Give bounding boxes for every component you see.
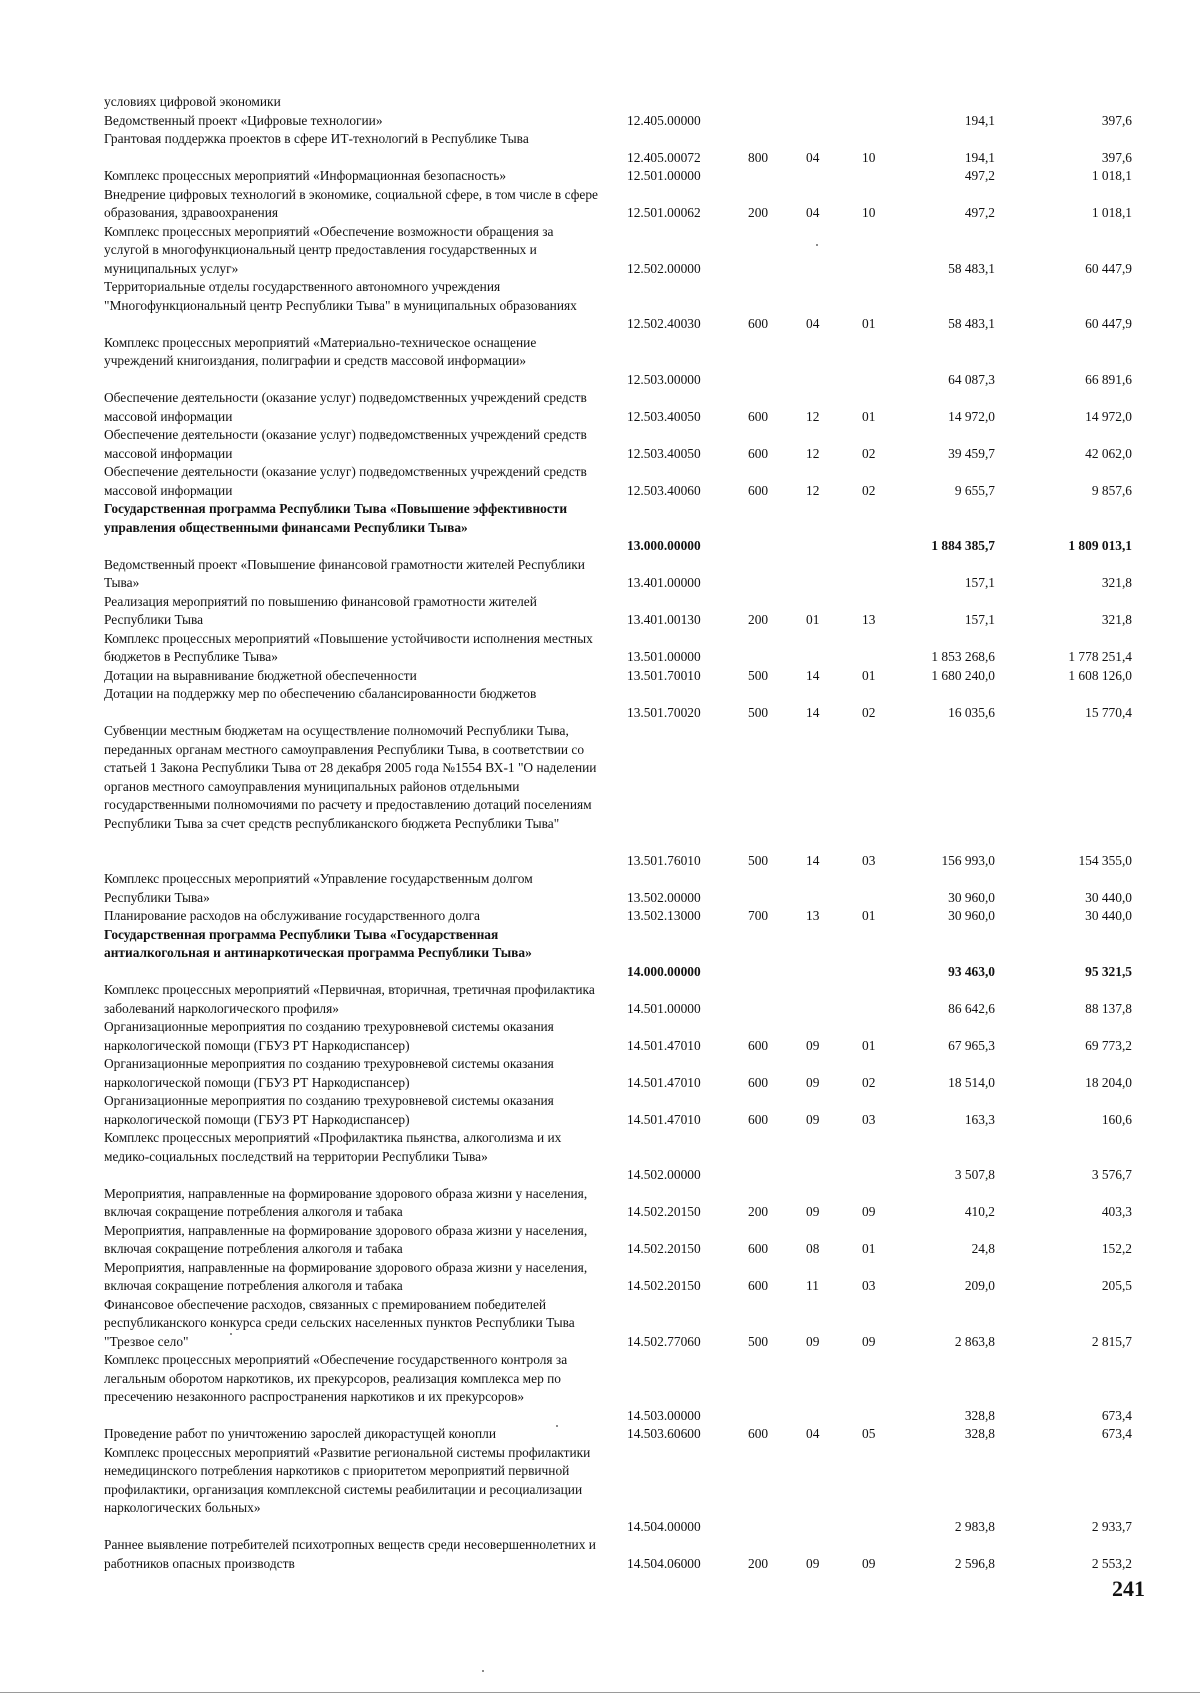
row-expense-type: 600 [748, 1278, 769, 1293]
row-code: 14.503.00000 [627, 1407, 701, 1423]
row-value-year2: 673,4 [1101, 1426, 1132, 1441]
table-row [0, 112, 1200, 131]
row-subsection: 01 [862, 1037, 876, 1053]
row-value-year1: 156 993,0 [941, 852, 995, 868]
row-value-year2: 14 972,0 [1085, 408, 1132, 424]
row-name: Ведомственный проект «Цифровые технологии» [104, 112, 383, 128]
row-value-year2: 403,3 [1101, 1204, 1132, 1219]
row-value-year2: 69 773,2 [1085, 1037, 1132, 1053]
row-value-year1: 328,8 [964, 1407, 995, 1423]
row-subsection: 03 [862, 1111, 876, 1127]
row-value-year2: 321,8 [1101, 612, 1132, 627]
row-subsection: 02 [862, 445, 876, 461]
row-subsection: 10 [862, 205, 876, 220]
row-code: 12.503.40050 [627, 408, 701, 424]
table-row [0, 93, 1200, 112]
row-name: Организационные мероприятия по созданию трехуровневой системы оказания наркологической помощи (ГБУЗ РТ Наркодиспансер) [104, 1056, 554, 1090]
table-row [0, 1351, 1200, 1425]
row-code: 14.501.47010 [627, 1111, 701, 1127]
row-value-year1: 58 483,1 [948, 316, 995, 331]
row-value-year2: 2 815,7 [1091, 1333, 1132, 1349]
table-row [0, 334, 1200, 390]
row-value-year2: 18 204,0 [1085, 1074, 1132, 1090]
row-value-year2: 205,5 [1101, 1278, 1132, 1293]
row-section: 14 [806, 704, 820, 720]
row-code: 12.501.00000 [627, 168, 701, 183]
row-subsection: 01 [862, 408, 876, 424]
row-value-year1: 14 972,0 [948, 408, 995, 424]
row-subsection: 03 [862, 852, 876, 868]
row-expense-type: 600 [748, 1037, 769, 1053]
row-name: Комплекс процессных мероприятий «Обеспечение государственного контроля за легальным оборотом наркотиков, их прекурсоров, реализация комплекса мер по пресечению незаконного распространения наркотиков и их прекурсоров» [104, 1352, 568, 1404]
row-code: 14.502.20150 [627, 1204, 701, 1219]
row-code: 13.502.00000 [627, 889, 701, 905]
row-expense-type: 800 [748, 149, 769, 165]
table-row [0, 500, 1200, 556]
row-value-year1: 2 863,8 [954, 1333, 995, 1349]
row-subsection: 01 [862, 316, 876, 331]
row-value-year2: 2 553,2 [1091, 1555, 1132, 1571]
row-section: 09 [806, 1555, 820, 1571]
row-value-year1: 64 087,3 [948, 371, 995, 387]
row-subsection: 09 [862, 1555, 876, 1571]
row-name: Комплекс процессных мероприятий «Профилактика пьянства, алкоголизма и их медико-социальных последствий на территории Республики Тыва» [104, 1130, 562, 1164]
table-row [0, 926, 1200, 982]
row-subsection: 09 [862, 1333, 876, 1349]
row-code: 14.502.00000 [627, 1167, 701, 1182]
row-expense-type: 500 [748, 1333, 769, 1349]
row-code: 14.502.20150 [627, 1278, 701, 1293]
row-code: 12.502.40030 [627, 316, 701, 331]
row-value-year1: 39 459,7 [948, 445, 995, 461]
row-expense-type: 600 [748, 482, 769, 498]
row-value-year1: 93 463,0 [948, 963, 995, 979]
row-value-year1: 3 507,8 [954, 1167, 995, 1182]
row-name: Территориальные отделы государственного автономного учреждения "Многофункциональный центр Республики Тыва" в муниципальных образованиях [104, 279, 577, 313]
table-row [0, 186, 1200, 223]
table-row [0, 1536, 1200, 1573]
row-section: 09 [806, 1111, 820, 1127]
row-code: 13.000.00000 [627, 538, 701, 553]
row-code: 14.501.00000 [627, 1000, 701, 1016]
row-name: Внедрение цифровых технологий в экономике, социальной сфере, в том числе в сфере образования, здравоохранения [104, 186, 598, 220]
row-value-year2: 397,6 [1101, 112, 1132, 128]
table-row [0, 1129, 1200, 1185]
row-name: Организационные мероприятия по созданию трехуровневой системы оказания наркологической помощи (ГБУЗ РТ Наркодиспансер) [104, 1019, 554, 1053]
row-expense-type: 200 [748, 205, 769, 220]
row-section: 13 [806, 908, 820, 923]
row-value-year1: 9 655,7 [954, 482, 995, 498]
row-name: Субвенции местным бюджетам на осуществление полномочий Республики Тыва, переданных органам местного самоуправления Республики Тыва, в соответствии со статьей 1 Закона Республики Тыва от 28 декабря 2005 года №1554 ВХ-1 "О наделении органов местного самоуправления муниципальных районов отдельными государственными полномочиями по расчету и предоставлению дотаций поселениям Республики Тыва за счет средств республиканского бюджета Республики Тыва" [104, 723, 597, 831]
row-name: Мероприятия, направленные на формирование здорового образа жизни у населения, включая сокращение потребления алкоголя и табака [104, 1259, 588, 1293]
row-value-year2: 95 321,5 [1085, 963, 1132, 979]
row-subsection: 02 [862, 482, 876, 498]
row-value-year1: 30 960,0 [948, 889, 995, 905]
scan-speck [816, 244, 818, 246]
row-expense-type: 600 [748, 408, 769, 424]
row-name: Планирование расходов на обслуживание государственного долга [104, 908, 480, 923]
row-name: Комплекс процессных мероприятий «Обеспечение возможности обращения за услугой в многофункциональный центр предоставления государственных и муниципальных услуг» [104, 223, 554, 276]
row-value-year1: 30 960,0 [948, 908, 995, 923]
row-value-year1: 497,2 [964, 168, 995, 183]
scan-speck [230, 1333, 232, 1335]
row-name: Комплекс процессных мероприятий «Развитие региональной системы профилактики немедицинского потребления наркотиков с приоритетом мероприятий первичной профилактики, организация комплексной системы реабилитации и ресоциализации наркологических больных» [104, 1444, 591, 1515]
row-section: 14 [806, 852, 820, 868]
row-code: 14.501.47010 [627, 1037, 701, 1053]
row-expense-type: 200 [748, 612, 769, 627]
row-value-year1: 67 965,3 [948, 1037, 995, 1053]
table-row [0, 1296, 1200, 1352]
row-value-year1: 16 035,6 [948, 704, 995, 720]
row-name: Государственная программа Республики Тыва «Государственная антиалкогольная и антинаркотическая программа Республики Тыва» [104, 926, 532, 960]
row-value-year2: 42 062,0 [1085, 445, 1132, 461]
row-value-year2: 2 933,7 [1091, 1518, 1132, 1534]
row-section: 12 [806, 482, 820, 498]
row-section: 12 [806, 445, 820, 461]
row-name: Организационные мероприятия по созданию трехуровневой системы оказания наркологической помощи (ГБУЗ РТ Наркодиспансер) [104, 1093, 554, 1127]
row-subsection: 02 [862, 1074, 876, 1090]
row-subsection: 02 [862, 704, 876, 720]
row-code: 14.502.77060 [627, 1333, 701, 1349]
row-value-year1: 194,1 [964, 149, 995, 165]
row-value-year1: 58 483,1 [948, 260, 995, 276]
row-name: Грантовая поддержка проектов в сфере ИТ-технологий в Республике Тыва [104, 131, 529, 146]
row-name: Дотации на поддержку мер по обеспечению сбалансированности бюджетов [104, 686, 537, 701]
row-value-year2: 3 576,7 [1091, 1167, 1132, 1182]
row-expense-type: 200 [748, 1204, 769, 1219]
table-row [0, 1425, 1200, 1444]
row-expense-type: 600 [748, 1241, 769, 1256]
row-code: 14.503.60600 [627, 1426, 701, 1441]
row-name: Комплекс процессных мероприятий «Первичная, вторичная, третичная профилактика заболеваний наркологического профиля» [104, 982, 595, 1016]
row-name: Реализация мероприятий по повышению финансовой грамотности жителей Республики Тыва [104, 593, 537, 627]
table-row [0, 630, 1200, 667]
row-expense-type: 600 [748, 445, 769, 461]
row-code: 13.501.00000 [627, 649, 701, 664]
row-expense-type: 500 [748, 704, 769, 720]
row-value-year2: 30 440,0 [1085, 908, 1132, 923]
row-name: Обеспечение деятельности (оказание услуг) подведомственных учреждений средств массовой информации [104, 427, 587, 461]
table-row [0, 722, 1200, 870]
row-value-year2: 673,4 [1101, 1407, 1132, 1423]
row-code: 12.405.00000 [627, 112, 701, 128]
row-name: Мероприятия, направленные на формирование здорового образа жизни у населения, включая сокращение потребления алкоголя и табака [104, 1222, 588, 1256]
row-subsection: 10 [862, 149, 876, 165]
row-value-year2: 30 440,0 [1085, 889, 1132, 905]
row-code: 13.501.76010 [627, 852, 701, 868]
row-name: Государственная программа Республики Тыва «Повышение эффективности управления общественными финансами Республики Тыва» [104, 501, 568, 535]
row-code: 13.401.00130 [627, 612, 701, 627]
row-value-year1: 194,1 [964, 112, 995, 128]
row-code: 12.502.00000 [627, 260, 701, 276]
row-code: 12.503.40060 [627, 482, 701, 498]
row-section: 01 [806, 612, 820, 627]
row-subsection: 13 [862, 612, 876, 627]
row-section: 09 [806, 1074, 820, 1090]
row-name: Комплекс процессных мероприятий «Материально-техническое оснащение учреждений книгоиздания, полиграфии и средств массовой информации» [104, 334, 537, 368]
table-row [0, 463, 1200, 500]
row-name: Дотации на выравнивание бюджетной обеспеченности [104, 667, 417, 683]
row-expense-type: 700 [748, 908, 769, 923]
table-row [0, 1055, 1200, 1092]
row-code: 13.501.70010 [627, 667, 701, 683]
row-name: условиях цифровой экономики [104, 94, 281, 109]
row-subsection: 01 [862, 667, 876, 683]
row-value-year2: 60 447,9 [1085, 260, 1132, 276]
row-value-year1: 1 680 240,0 [931, 667, 995, 683]
row-value-year1: 410,2 [964, 1204, 995, 1219]
row-value-year2: 66 891,6 [1085, 371, 1132, 387]
row-expense-type: 600 [748, 1074, 769, 1090]
row-code: 12.503.00000 [627, 371, 701, 387]
table-row [0, 1259, 1200, 1296]
row-code: 12.501.00062 [627, 205, 701, 220]
row-value-year1: 163,3 [964, 1111, 995, 1127]
row-value-year1: 157,1 [964, 612, 995, 627]
row-section: 12 [806, 408, 820, 424]
table-row [0, 223, 1200, 279]
row-value-year1: 2 983,8 [954, 1518, 995, 1534]
page-bottom-edge [0, 1692, 1200, 1693]
row-value-year2: 1 778 251,4 [1068, 649, 1132, 664]
row-code: 14.504.06000 [627, 1555, 701, 1571]
row-value-year2: 15 770,4 [1085, 704, 1132, 720]
row-value-year1: 24,8 [971, 1241, 995, 1256]
row-value-year1: 328,8 [964, 1426, 995, 1441]
row-value-year1: 157,1 [964, 575, 995, 590]
row-subsection: 05 [862, 1426, 876, 1441]
row-code: 13.502.13000 [627, 908, 701, 923]
row-expense-type: 600 [748, 1111, 769, 1127]
row-code: 14.501.47010 [627, 1074, 701, 1090]
table-row [0, 130, 1200, 167]
row-name: Проведение работ по уничтожению зарослей дикорастущей конопли [104, 1426, 496, 1441]
row-name: Финансовое обеспечение расходов, связанных с премированием победителей республиканского конкурса среди сельских населенных пунктов Республики Тыва "Трезвое село" [104, 1296, 575, 1349]
page-number: 241 [1112, 1576, 1145, 1601]
row-expense-type: 600 [748, 1426, 769, 1441]
row-value-year2: 397,6 [1101, 149, 1132, 165]
row-value-year1: 86 642,6 [948, 1000, 995, 1016]
table-row [0, 685, 1200, 722]
row-expense-type: 500 [748, 852, 769, 868]
row-expense-type: 200 [748, 1555, 769, 1571]
row-code: 13.401.00000 [627, 575, 701, 590]
table-row [0, 593, 1200, 630]
row-value-year2: 154 355,0 [1078, 852, 1132, 868]
row-value-year2: 1 608 126,0 [1068, 667, 1132, 683]
scan-speck [482, 1670, 484, 1672]
table-row [0, 870, 1200, 907]
row-section: 04 [806, 149, 820, 165]
row-subsection: 03 [862, 1278, 876, 1293]
table-row [0, 1092, 1200, 1129]
table-row [0, 981, 1200, 1018]
row-section: 11 [806, 1278, 819, 1293]
row-section: 04 [806, 205, 820, 220]
row-value-year1: 497,2 [964, 205, 995, 220]
table-row [0, 426, 1200, 463]
row-value-year2: 321,8 [1101, 575, 1132, 590]
table-row [0, 1222, 1200, 1259]
table-row [0, 1185, 1200, 1222]
scan-speck [556, 1425, 558, 1427]
row-code: 14.000.00000 [627, 963, 701, 979]
row-subsection: 01 [862, 908, 876, 923]
row-section: 04 [806, 316, 820, 331]
row-section: 04 [806, 1426, 820, 1441]
row-value-year2: 1 809 013,1 [1068, 538, 1132, 553]
row-section: 09 [806, 1204, 820, 1219]
row-section: 08 [806, 1241, 820, 1256]
row-expense-type: 600 [748, 316, 769, 331]
row-value-year2: 160,6 [1101, 1111, 1132, 1127]
row-name: Комплекс процессных мероприятий «Управление государственным долгом Республики Тыва» [104, 871, 533, 905]
row-name: Комплекс процессных мероприятий «Повышение устойчивости исполнения местных бюджетов в Республике Тыва» [104, 630, 593, 664]
row-value-year1: 2 596,8 [954, 1555, 995, 1571]
row-value-year1: 209,0 [964, 1278, 995, 1293]
row-code: 14.502.20150 [627, 1241, 701, 1256]
row-value-year2: 9 857,6 [1091, 482, 1132, 498]
row-subsection: 01 [862, 1241, 876, 1256]
row-name: Раннее выявление потребителей психотропных веществ среди несовершеннолетних и работников опасных производств [104, 1537, 596, 1571]
row-name: Комплекс процессных мероприятий «Информационная безопасность» [104, 168, 507, 183]
table-row [0, 907, 1200, 926]
table-row [0, 556, 1200, 593]
table-row [0, 278, 1200, 334]
row-value-year1: 1 853 268,6 [931, 649, 995, 664]
table-row [0, 167, 1200, 186]
table-row [0, 1018, 1200, 1055]
row-value-year2: 152,2 [1101, 1241, 1132, 1256]
row-name: Мероприятия, направленные на формирование здорового образа жизни у населения, включая сокращение потребления алкоголя и табака [104, 1185, 588, 1219]
row-section: 14 [806, 667, 820, 683]
row-subsection: 09 [862, 1204, 876, 1219]
row-section: 09 [806, 1037, 820, 1053]
row-code: 12.405.00072 [627, 149, 701, 165]
row-value-year2: 1 018,1 [1091, 168, 1132, 183]
row-value-year2: 1 018,1 [1091, 205, 1132, 220]
table-row [0, 389, 1200, 426]
row-value-year2: 60 447,9 [1085, 316, 1132, 331]
row-name: Обеспечение деятельности (оказание услуг) подведомственных учреждений средств массовой информации [104, 464, 587, 498]
row-value-year1: 1 884 385,7 [931, 538, 995, 553]
row-code: 14.504.00000 [627, 1518, 701, 1534]
row-code: 12.503.40050 [627, 445, 701, 461]
row-value-year1: 18 514,0 [948, 1074, 995, 1090]
table-row [0, 1444, 1200, 1537]
table-row [0, 667, 1200, 686]
row-value-year2: 88 137,8 [1085, 1000, 1132, 1016]
row-expense-type: 500 [748, 667, 769, 683]
row-code: 13.501.70020 [627, 704, 701, 720]
row-section: 09 [806, 1333, 820, 1349]
row-name: Обеспечение деятельности (оказание услуг) подведомственных учреждений средств массовой информации [104, 390, 587, 424]
row-name: Ведомственный проект «Повышение финансовой грамотности жителей Республики Тыва» [104, 556, 585, 590]
